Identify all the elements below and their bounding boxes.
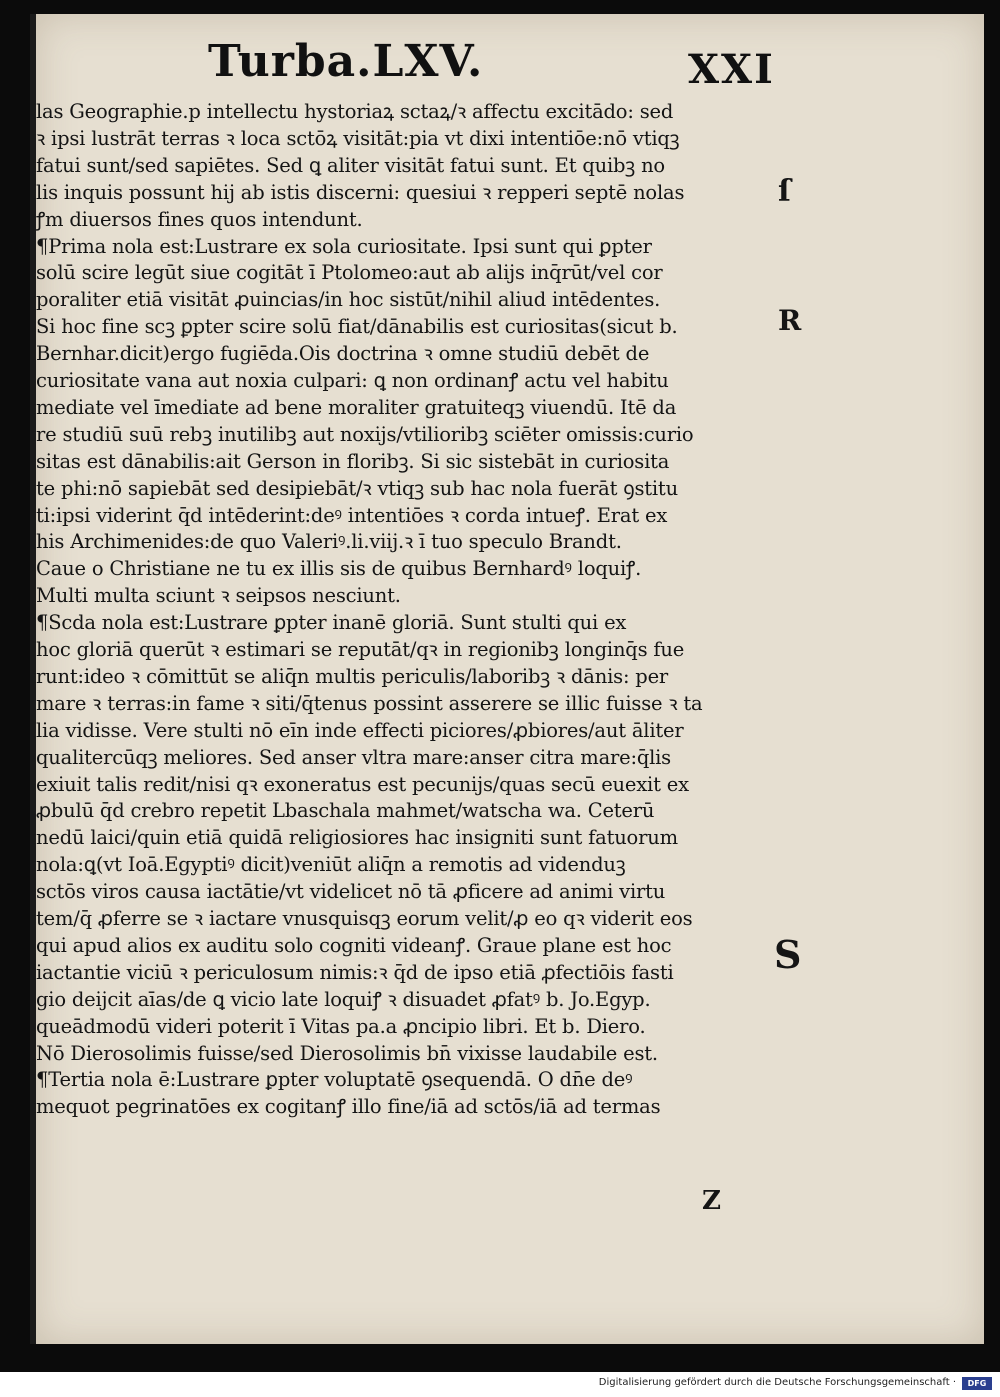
margin-letter-s-upper: ſ xyxy=(778,174,791,209)
text-line: ¶Tertia nola ē:Lustrare ꝑpter voluptatē ꝯsequendā. O dn̄e deꝰ xyxy=(36,1068,633,1092)
text-line: mare ꝛ terras:in fame ꝛ siti/q̄tenus possint asserere se illic fuisse ꝛ ta xyxy=(36,691,703,715)
footer-credit: Digitalisierung gefördert durch die Deutsche Forschungsgemeinschaft · xyxy=(598,1377,956,1388)
text-line: ¶Prima nola est:Lustrare ex sola curiositate. Ipsi sunt qui ꝑpter xyxy=(36,234,652,258)
text-line: ꝭm diuersos fines quos intendunt. xyxy=(36,207,363,231)
text-line: Multi multa sciunt ꝛ seipsos nesciunt. xyxy=(36,584,401,608)
text-line: Nō Dierosolimis fuisse/sed Dierosolimis bn̄ vixisse laudabile est. xyxy=(36,1041,658,1065)
text-line: Si hoc fine scꝫ ꝑpter scire solū fiat/dānabilis est curiositas(sicut b. xyxy=(36,315,678,339)
text-line: ꝓbulū q̄d crebro repetit Lbaschala mahmet/watscha wa. Ceterū xyxy=(36,799,655,823)
page-header xyxy=(36,14,984,94)
text-line: nola:ꝗ(vt Ioā.Egyptiꝰ dicit)veniūt aliq̄n a remotis ad videnduꝫ xyxy=(36,853,626,877)
text-line: nedū laici/quin etiā quidā religiosiores hac insigniti sunt fatuorum xyxy=(36,826,678,850)
text-line: sitas est dānabilis:ait Gerson in floribꝫ. Si sic sistebāt in curiosita xyxy=(36,449,670,473)
text-line: qui apud alios ex auditu solo cogniti videanꝭ. Graue plane est hoc xyxy=(36,933,672,957)
text-line: fatui sunt/sed sapiētes. Sed ꝗ aliter visitāt fatui sunt. Et quibꝫ no xyxy=(36,153,665,177)
text-line: las Geographie.p intellectu hystoriaꝝ sctaꝝ/ꝛ affectu excitādo: sed xyxy=(36,100,674,123)
text-line: hoc gloriā querūt ꝛ estimari se reputāt/qꝛ in regionibꝫ longinq̄s fue xyxy=(36,638,685,661)
text-line: sctōs viros causa iactātie/vt videlicet nō tā ꝓficere ad animi virtu xyxy=(36,880,666,904)
book-page xyxy=(30,14,984,1344)
dfg-logo: DFG xyxy=(962,1377,992,1390)
text-line: re studiū suū rebꝫ inutilibꝫ aut noxijs/vtilioribꝫ sciēter omissis:curio xyxy=(36,422,694,446)
text-line: Caue o Christiane ne tu ex illis sis de quibus Bernhardꝰ loquiꝭ. xyxy=(36,557,642,581)
text-line: runt:ideo ꝛ cōmittūt se aliq̄n multis periculis/laboribꝫ ꝛ dānis: per xyxy=(36,664,669,688)
text-line: tem/q̄ ꝓferre se ꝛ iactare vnusquisqꝫ eorum velit/ꝓ eo qꝛ viderit eos xyxy=(36,907,693,930)
text-line: lia vidisse. Vere stulti nō eīn inde effecti piciores/ꝓbiores/aut āliter xyxy=(36,718,684,742)
text-line: Bernhar.dicit)ergo fugiēda.Ois doctrina ꝛ omne studiū debēt de xyxy=(36,342,650,366)
text-line: curiositate vana aut noxia culpari: ꝗ non ordinanꝭ actu vel habitu xyxy=(36,369,669,392)
margin-letter-r: R xyxy=(778,304,802,337)
running-title: Turba.LXV. xyxy=(208,36,484,87)
text-line: mediate vel īmediate ad bene moraliter gratuiteqꝫ viuendū. Itē da xyxy=(36,395,677,419)
text-line: iactantie viciū ꝛ periculosum nimis:ꝛ q̄d de ipso etiā ꝓfectiōis fasti xyxy=(36,960,674,984)
text-line: ti:ipsi viderint q̄d intēderint:deꝰ intentiōes ꝛ corda intueꝭ. Erat ex xyxy=(36,503,668,527)
text-line: qualitercūqꝫ meliores. Sed anser vltra mare:anser citra mare:q̄lis xyxy=(36,745,671,769)
text-line: ¶Scda nola est:Lustrare ꝑpter inanē gloriā. Sunt stulti qui ex xyxy=(36,611,627,635)
folio-number: XXI xyxy=(688,46,775,93)
text-line: exiuit talis redit/nisi qꝛ exoneratus est pecunijs/quas secū euexit ex xyxy=(36,772,689,796)
text-line: gio deijcit aīas/de ꝗ vicio late loquiꝭ ꝛ disuadet ꝓfatꝰ b. Jo.Egyp. xyxy=(36,987,651,1011)
text-line: solū scire legūt siue cogitāt ī Ptolomeo:aut ab alijs inq̄rūt/vel cor xyxy=(36,261,663,285)
text-line: ꝛ ipsi lustrāt terras ꝛ loca sctōꝝ visitāt:pia vt dixi intentiōe:nō vtiqꝫ xyxy=(36,126,680,150)
text-line: lis inquis possunt hij ab istis discerni: quesiui ꝛ repperi septē nolas xyxy=(36,180,685,204)
catchword: Z xyxy=(702,1186,721,1216)
text-line: poraliter etiā visitāt ꝓuincias/in hoc sistūt/nihil aliud intēdentes. xyxy=(36,288,661,312)
footer-bar xyxy=(0,1372,1000,1397)
text-line: te phi:nō sapiebāt sed desipiebāt/ꝛ vtiqꝫ sub hac nola fuerāt ꝯstitu xyxy=(36,476,678,500)
text-line: his Archimenides:de quo Valeriꝰ.li.viij.ꝛ ī tuo speculo Brandt. xyxy=(36,530,622,554)
text-line: mequot pegrinatōes ex cogitanꝭ illo fine/iā ad sctōs/iā ad termas xyxy=(36,1095,661,1119)
text-line: queādmodū videri poterit ī Vitas pa.a ꝓncipio libri. Et b. Diero. xyxy=(36,1014,646,1038)
margin-letter-s-lower: S xyxy=(774,932,802,977)
